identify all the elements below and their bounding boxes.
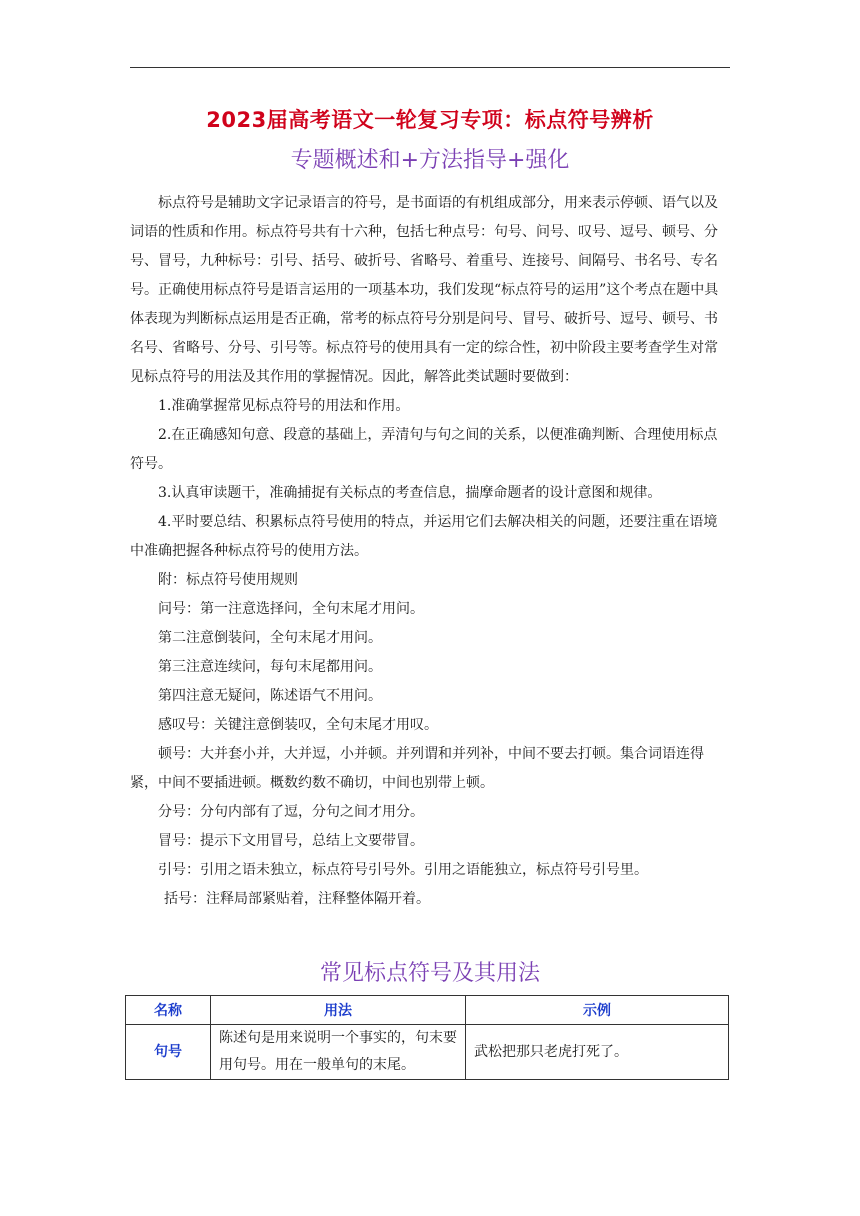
document-subtitle: 专题概述和+方法指导+强化 (290, 148, 570, 173)
rule-item: 括号：注释局部紧贴着，注释整体隔开着。 (164, 891, 430, 907)
table-row (126, 1025, 729, 1080)
column-header-name: 名称 (126, 996, 211, 1025)
document-title: 2023届高考语文一轮复习专项：标点符号辨析 (206, 108, 654, 132)
rule-item: 第三注意连续问，每句末尾都用问。 (158, 659, 382, 675)
rule-item: 引号：引用之语未独立，标点符号引号外。引用之语能独立，标点符号引号里。 (158, 862, 648, 878)
appendix-heading: 附：标点符号使用规则 (158, 572, 298, 588)
rule-item: 顿号：大并套小并，大并逗，小并顿。并列谓和并列补，中间不要去打顿。集合词语连得紧，中间不要插进顿。概数约数不确切，中间也别带上顿。 (130, 746, 704, 791)
rule-item: 第二注意倒装问，全句末尾才用问。 (158, 630, 382, 646)
point-item: 4.平时要总结、积累标点符号使用的特点，并运用它们去解决相关的问题，还要注重在语境中准确把握各种标点符号的使用方法。 (130, 514, 718, 559)
point-item: 2.在正确感知句意、段意的基础上，弄清句与句之间的关系，以便准确判断、合理使用标点符号。 (130, 427, 718, 472)
rule-item: 问号：第一注意选择问，全句末尾才用问。 (158, 601, 424, 617)
document-body (130, 189, 730, 914)
header-rule (130, 67, 730, 68)
rule-item: 第四注意无疑问，陈述语气不用问。 (158, 688, 382, 704)
punctuation-table (125, 995, 729, 1080)
cell-name: 句号 (126, 1025, 211, 1080)
column-header-example: 示例 (466, 996, 729, 1025)
column-header-usage: 用法 (211, 996, 466, 1025)
table-header-row (126, 996, 729, 1025)
cell-example: 武松把那只老虎打死了。 (466, 1025, 729, 1080)
rule-item: 冒号：提示下文用冒号，总结上文要带冒。 (158, 833, 424, 849)
cell-usage: 陈述句是用来说明一个事实的，句末要用句号。用在一般单句的末尾。 (211, 1025, 466, 1080)
rule-item: 分号：分句内部有了逗，分句之间才用分。 (158, 804, 424, 820)
point-item: 3.认真审读题干，准确捕捉有关标点的考查信息，揣摩命题者的设计意图和规律。 (158, 485, 662, 501)
table-title: 常见标点符号及其用法 (319, 961, 540, 986)
intro-paragraph: 标点符号是辅助文字记录语言的符号，是书面语的有机组成部分，用来表示停顿、语气以及词语的性质和作用。标点符号共有十六种，包括七种点号：句号、问号、叹号、逗号、顿号、分号、冒号，九种标号：引号、括号、破折号、省略号、着重号、连接号、间隔号、书名号、专名号。正确使用标点符号是语言运用的一项基本功，我们发现“标点符号的运用”这个考点在题中具体表现为判断标点运用是否正确，常考的标点符号分别是问号、冒号、破折号、逗号、顿号、书名号、省略号、分号、引号等。标点符号的使用具有一定的综合性，初中阶段主要考查学生对常见标点符号的用法及其作用的掌握情况。因此，解答此类试题时要做到： (130, 195, 719, 385)
point-item: 1.准确掌握常见标点符号的用法和作用。 (158, 398, 410, 414)
rule-item: 感叹号：关键注意倒装叹，全句末尾才用叹。 (158, 717, 438, 733)
